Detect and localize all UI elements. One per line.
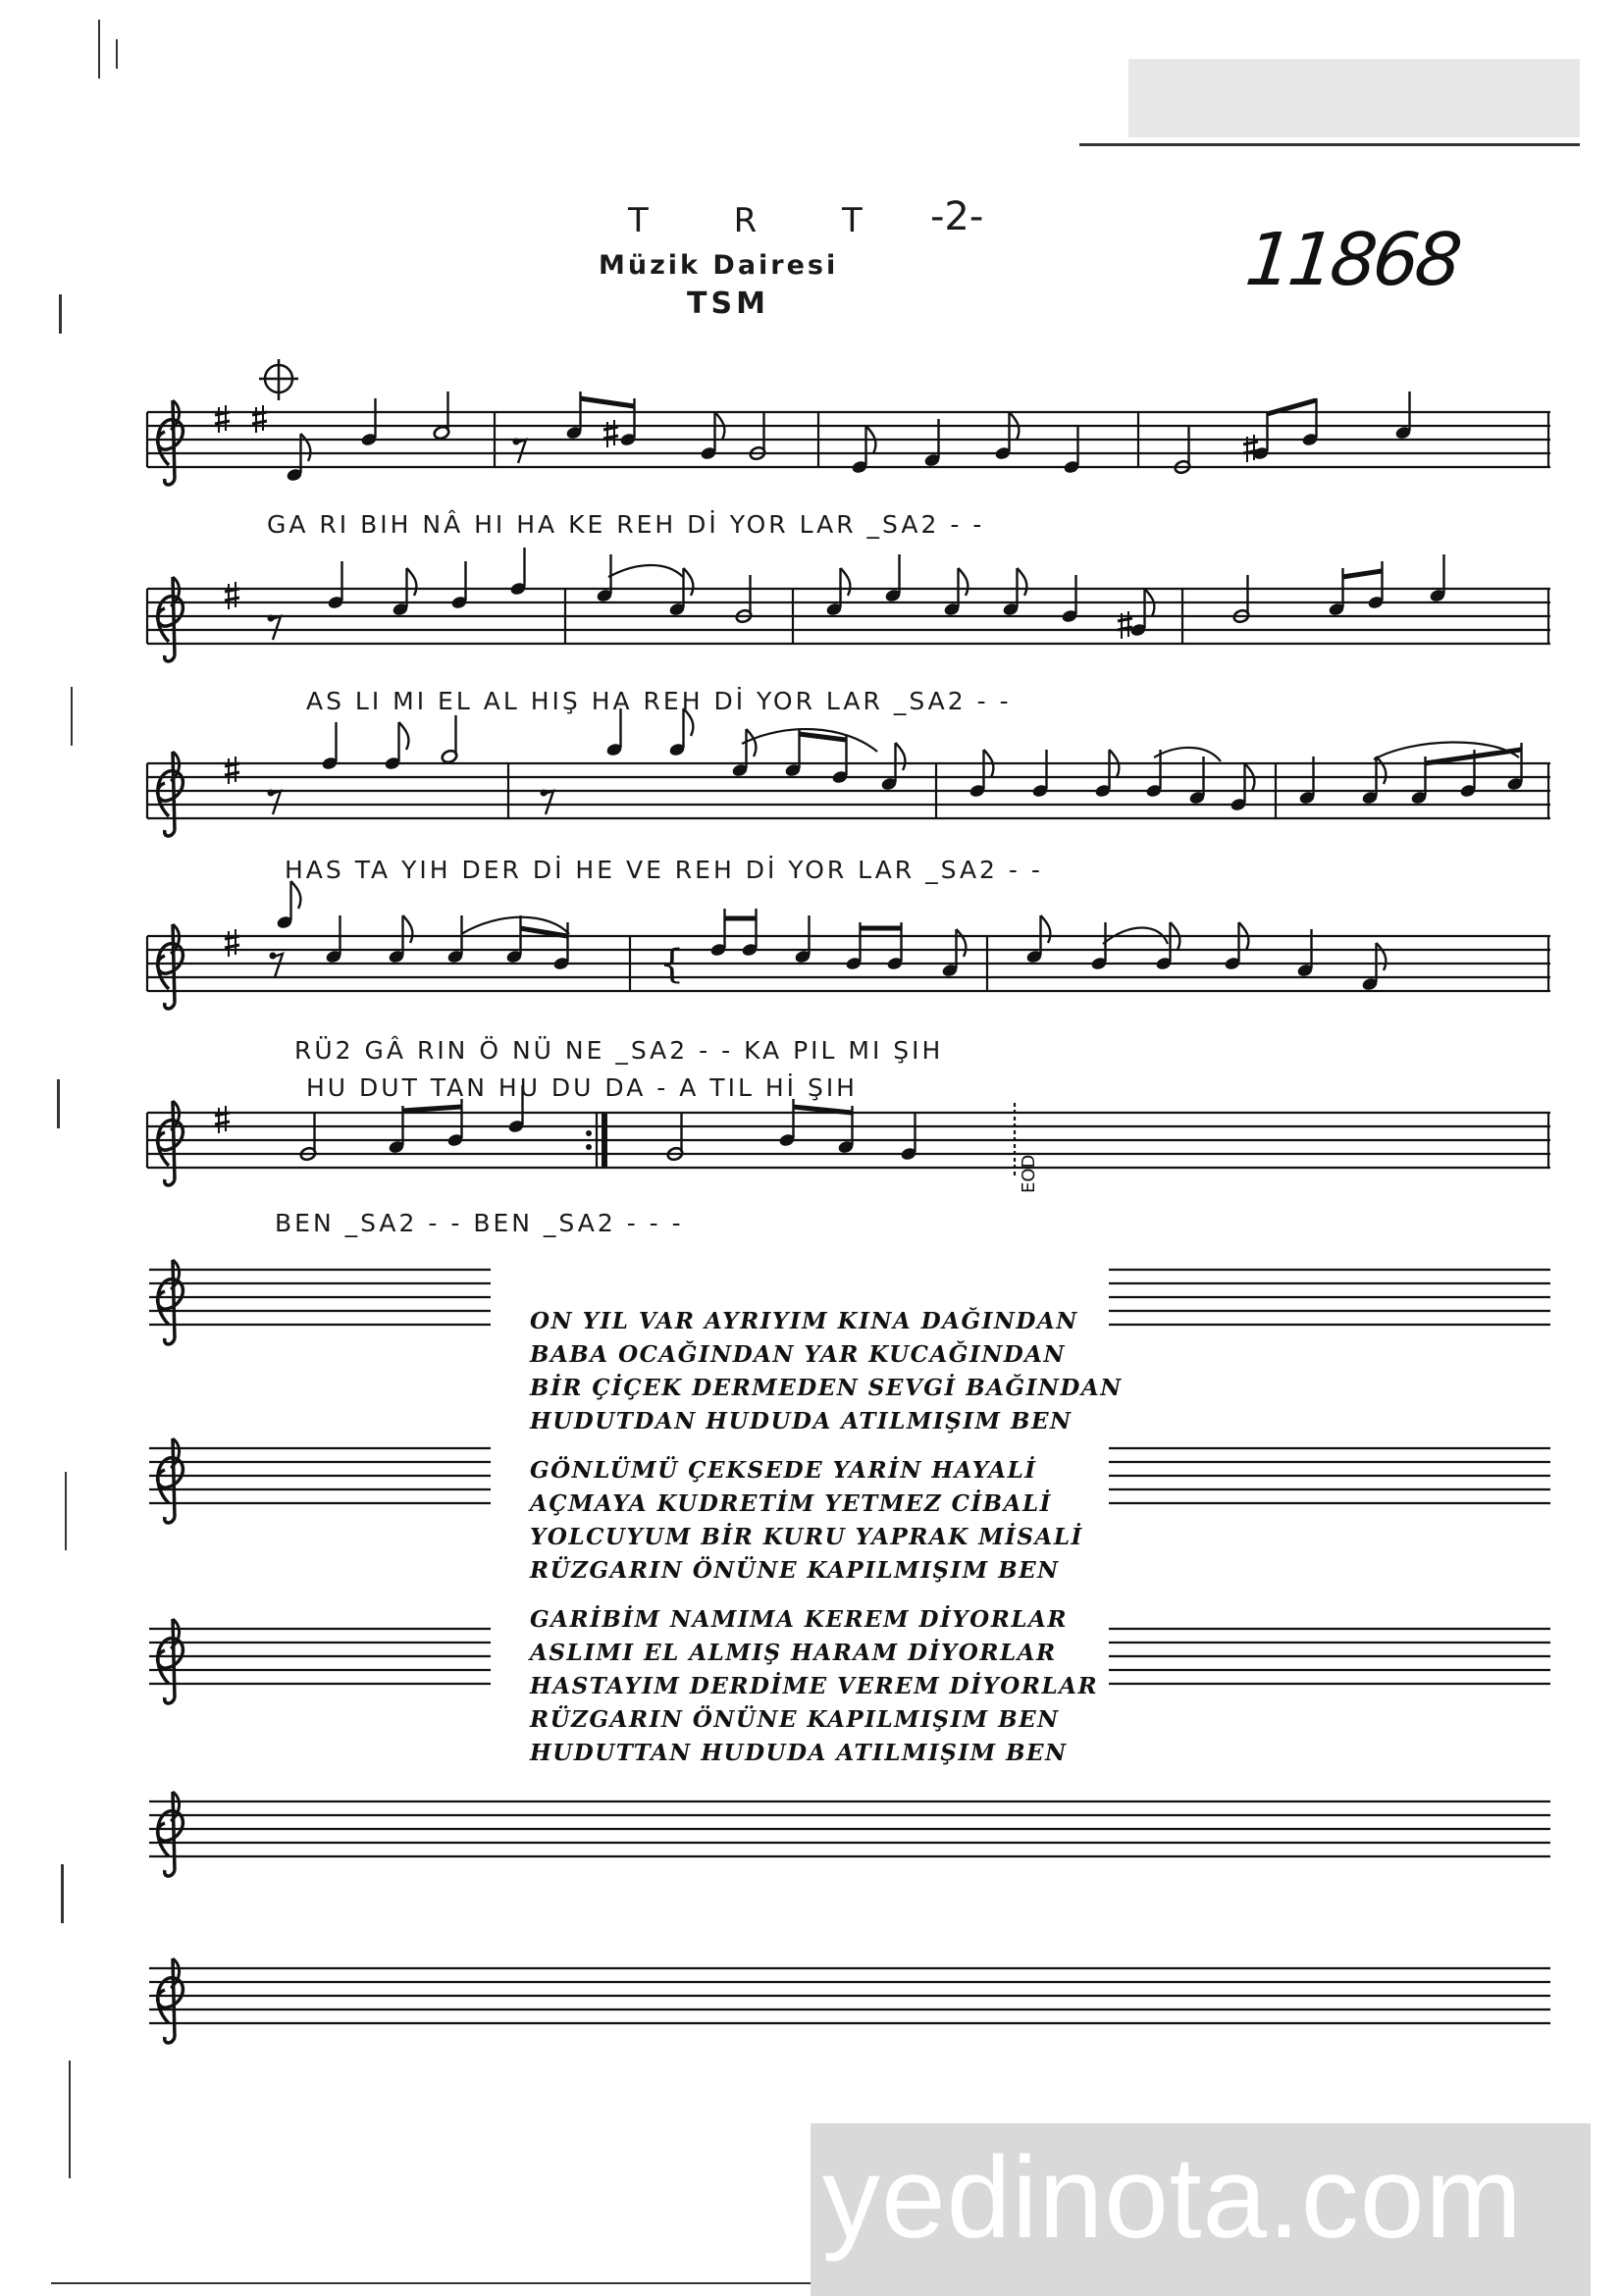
poem-line: RÜZGARIN ÖNÜNE KAPILMIŞIM BEN	[530, 1557, 1060, 1584]
staff-system-10	[149, 1968, 1550, 2023]
svg-text:EOD: EOD	[1019, 1154, 1039, 1193]
header-department: Müzik Dairesi	[599, 250, 839, 281]
poem-line: HASTAYIM DERDİME VEREM DİYORLAR	[530, 1673, 1099, 1699]
watermark-text: yedinota.com	[822, 2133, 1523, 2263]
poem-line: RÜZGARIN ÖNÜNE KAPILMIŞIM BEN	[530, 1706, 1060, 1733]
poem-line: HUDUTTAN HUDUDA ATILMIŞIM BEN	[530, 1740, 1068, 1766]
poem-line: ASLIMI EL ALMIŞ HARAM DİYORLAR	[530, 1640, 1057, 1666]
staff-system-3	[147, 708, 1550, 836]
header-org: T R T	[628, 201, 900, 240]
staff-system-2	[147, 548, 1550, 661]
poem-line: GÖNLÜMÜ ÇEKSEDE YARİN HAYALİ	[530, 1457, 1037, 1484]
poem-stanza-2	[530, 1454, 1123, 1588]
staff-system-9	[149, 1801, 1550, 1856]
poem-line: YOLCUYUM BİR KURU YAPRAK MİSALİ	[530, 1524, 1083, 1550]
catalog-number: 11868	[1241, 218, 1462, 302]
poem-stanza-1	[530, 1305, 1123, 1438]
page-marker: -2-	[930, 194, 984, 239]
poem-stanza-3	[530, 1603, 1123, 1770]
scan-noise	[51, 20, 1582, 2284]
poem-line: HUDUTDAN HUDUDA ATILMIŞIM BEN	[530, 1408, 1073, 1435]
staff-system-4	[147, 881, 1550, 1009]
poem-line: BİR ÇİÇEK DERMEDEN SEVGİ BAĞINDAN	[530, 1375, 1123, 1401]
staff-system-1	[147, 359, 1550, 485]
poem-line: ON YIL VAR AYRIYIM KINA DAĞINDAN	[530, 1308, 1078, 1334]
poem-text	[530, 1305, 1123, 1786]
poem-line: AÇMAYA KUDRETİM YETMEZ CİBALİ	[530, 1490, 1052, 1517]
poem-line: BABA OCAĞINDAN YAR KUCAĞINDAN	[530, 1341, 1067, 1368]
lyrics-line-3: HAS TA YIH DER Dİ HE VE REH Dİ YOR LAR _SA2 - -	[285, 856, 1043, 884]
lyrics-line-4b: HU DUT TAN HU DU DA - A TIL Hİ ŞIH	[306, 1073, 858, 1102]
header-section: TSM	[687, 287, 769, 321]
lyrics-line-5: BEN _SA2 - - BEN _SA2 - - -	[275, 1209, 684, 1237]
poem-line: GARİBİM NAMIMA KEREM DİYORLAR	[530, 1606, 1068, 1633]
svg-text:{: {	[659, 942, 685, 987]
lyrics-line-1: GA RI BIH NÂ HI HA KE REH Dİ YOR LAR _SA2 - -	[267, 510, 985, 539]
lyrics-line-4a: RÜ2 GÂ RIN Ö NÜ NE _SA2 - - KA PIL MI ŞIH	[294, 1036, 944, 1065]
lyrics-line-2: AS LI MI EL AL HIŞ HA REH Dİ YOR LAR _SA2 - -	[306, 687, 1012, 715]
